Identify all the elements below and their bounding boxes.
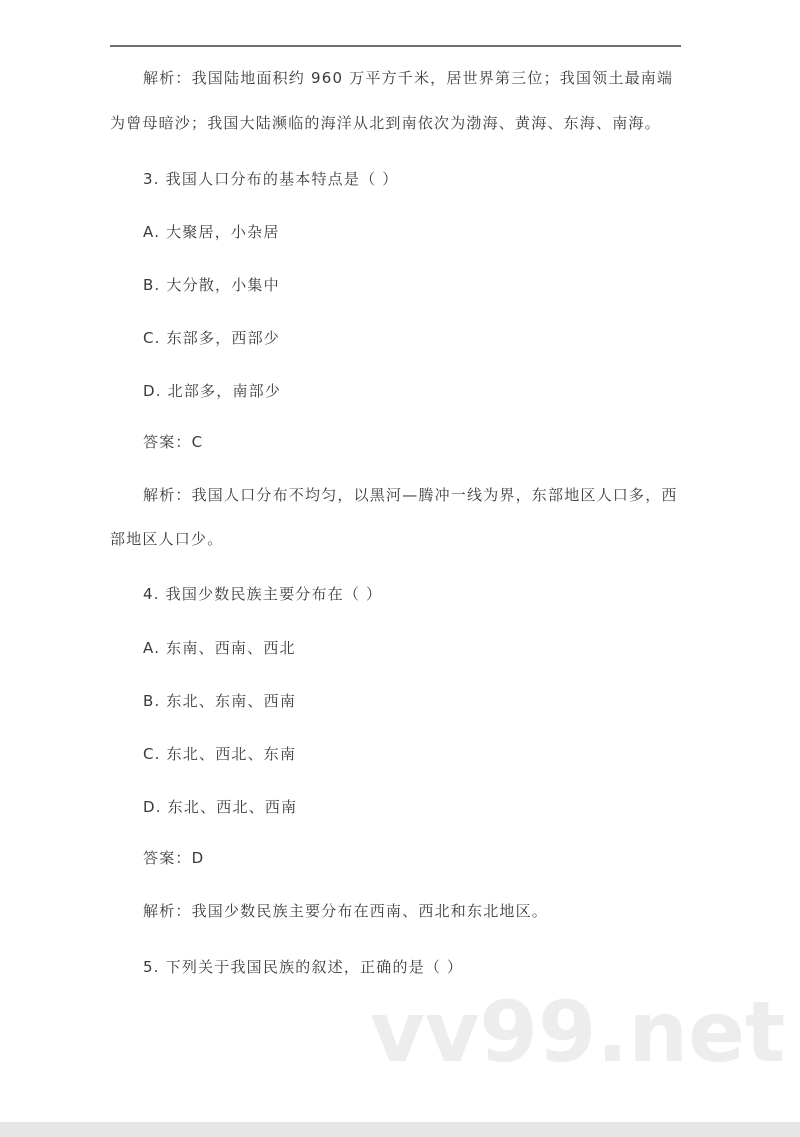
q4-analysis: 解析：我国少数民族主要分布在西南、西北和东北地区。 [143, 902, 549, 920]
q4-option-b: B. 东北、东南、西南 [143, 692, 297, 710]
q3-option-b: B. 大分散，小集中 [143, 276, 280, 294]
q2-analysis-line1: 解析：我国陆地面积约 960 万平方千米，居世界第三位；我国领土最南端 [143, 69, 674, 87]
q4-option-c: C. 东北、西北、东南 [143, 745, 297, 763]
q3-answer: 答案：C [143, 433, 204, 451]
q3-analysis-line2: 部地区人口少。 [110, 530, 224, 548]
page-bottom-edge [0, 1122, 800, 1137]
watermark: vv99.net [370, 983, 786, 1081]
header-rule [110, 45, 681, 47]
q5-question: 5. 下列关于我国民族的叙述，正确的是（ ） [143, 958, 464, 976]
q4-answer: 答案：D [143, 849, 205, 867]
q3-option-d: D. 北部多，南部少 [143, 382, 282, 400]
q4-option-d: D. 东北、西北、西南 [143, 798, 298, 816]
q4-question: 4. 我国少数民族主要分布在（ ） [143, 585, 383, 603]
q3-option-a: A. 大聚居，小杂居 [143, 223, 280, 241]
q3-question: 3. 我国人口分布的基本特点是（ ） [143, 170, 399, 188]
q3-analysis-line1: 解析：我国人口分布不均匀，以黑河—腾冲一线为界，东部地区人口多，西 [143, 486, 678, 504]
q2-analysis-line2: 为曾母暗沙；我国大陆濒临的海洋从北到南依次为渤海、黄海、东海、南海。 [110, 114, 661, 132]
q4-option-a: A. 东南、西南、西北 [143, 639, 296, 657]
q3-option-c: C. 东部多，西部少 [143, 329, 281, 347]
